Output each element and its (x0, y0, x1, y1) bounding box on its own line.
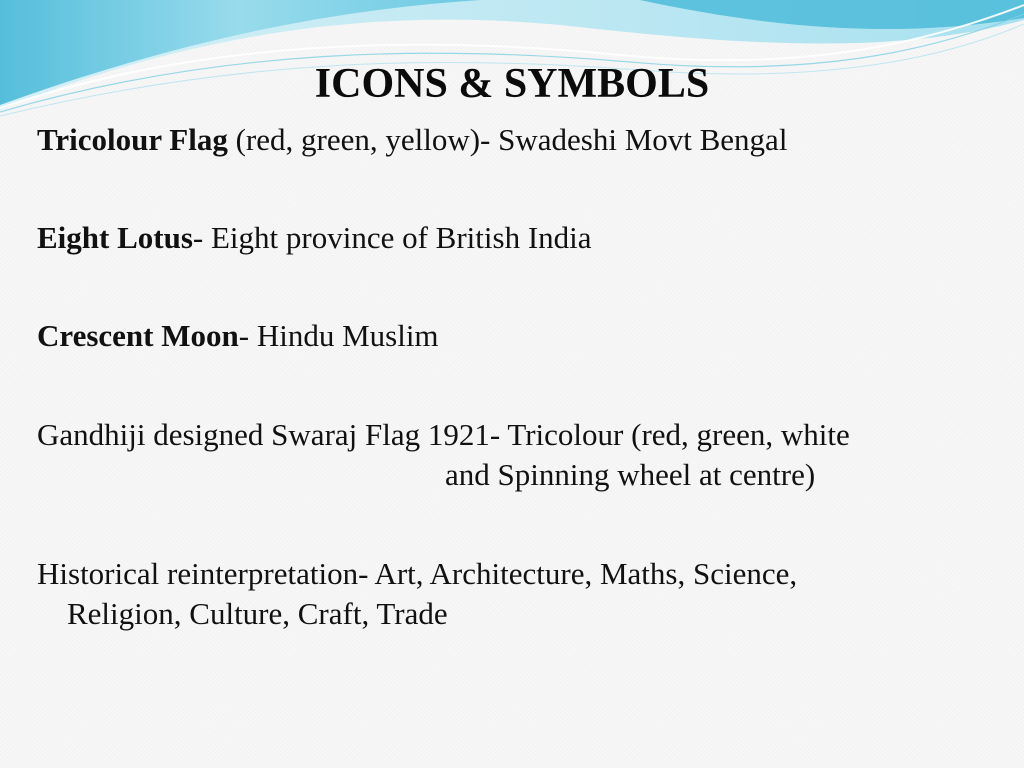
item-description: (red, green, yellow)- Swadeshi Movt Bengal (227, 122, 788, 157)
swaraj-line-2: and Spinning wheel at centre) (445, 457, 816, 492)
item-term: Tricolour Flag (37, 122, 228, 157)
item-swaraj-flag (37, 415, 997, 495)
item-description: - Eight province of British India (192, 220, 592, 255)
item-term: Crescent Moon (37, 318, 239, 353)
item-eight-lotus (37, 218, 997, 258)
item-term: Eight Lotus (37, 220, 193, 255)
swaraj-line-1: Gandhiji designed Swaraj Flag 1921- Tricolour (red, green, white (37, 417, 850, 452)
item-crescent-moon (37, 316, 997, 356)
slide-title: ICONS & SYMBOLS (314, 61, 710, 107)
historical-line-2: Religion, Culture, Craft, Trade (67, 596, 448, 631)
historical-line-1: Historical reinterpretation- Art, Architecture, Maths, Science, (37, 556, 798, 591)
item-historical-reinterpretation (37, 554, 997, 634)
item-description: - Hindu Muslim (238, 318, 439, 353)
item-tricolour-flag (37, 120, 997, 160)
